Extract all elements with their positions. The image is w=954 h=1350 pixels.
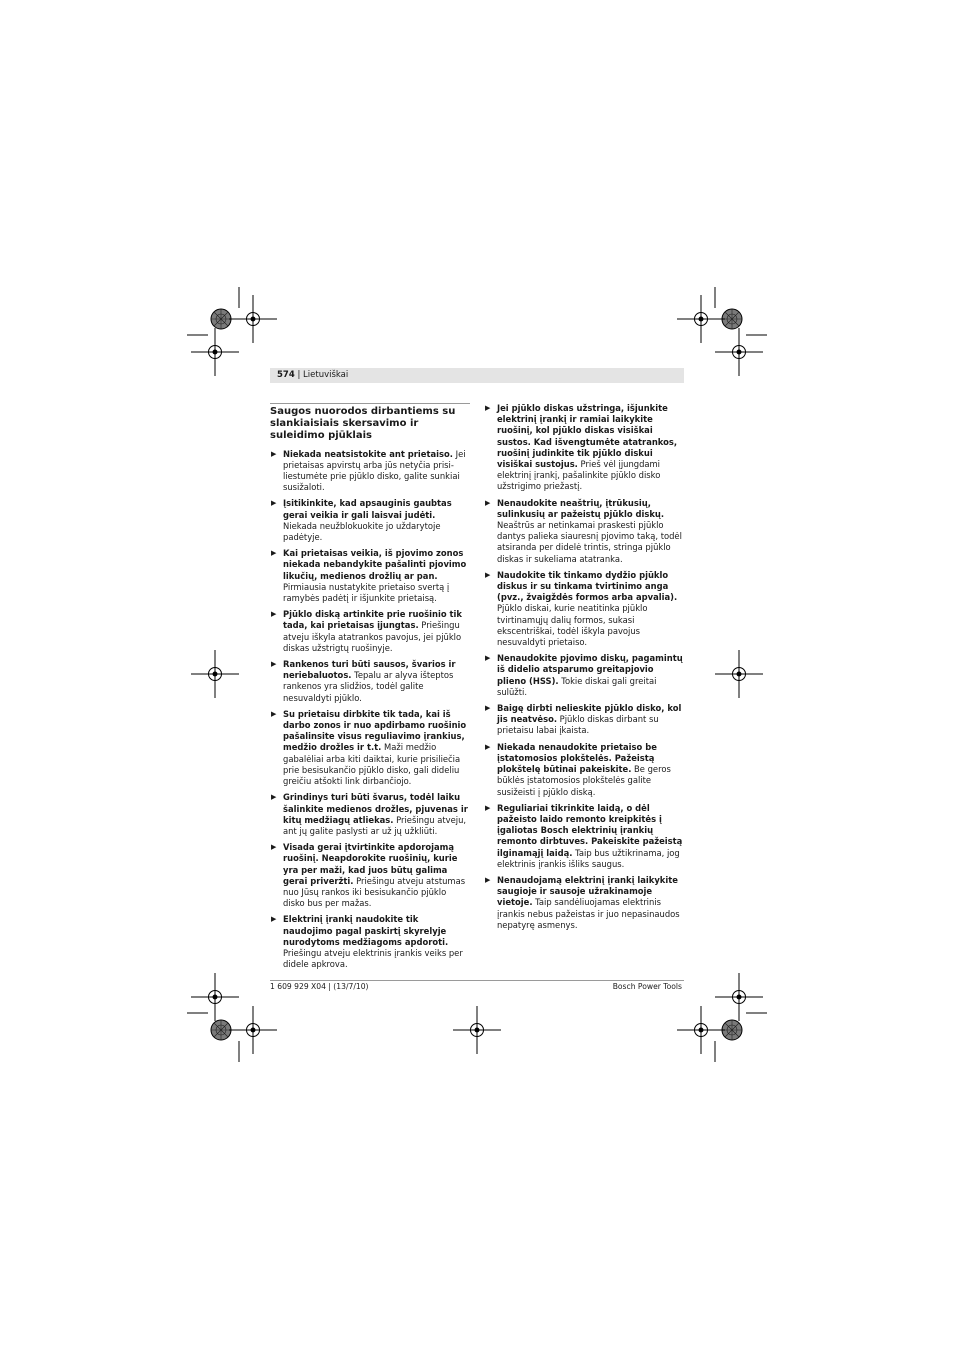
item-explanation: Tepalu ar alyva išteptos rankenos yra slidžios, todėl galite nesuvaldyti pjūklo. bbox=[283, 670, 454, 703]
footer-brand: Bosch Power Tools bbox=[612, 982, 682, 991]
page-header bbox=[270, 368, 684, 383]
list-item bbox=[484, 498, 684, 565]
item-explanation: Prieš vėl įjungdami elektrinį įrankį, pašalinkite pjūklo disko užstrigimo priežastį. bbox=[497, 459, 661, 492]
item-explanation: Maži medžio gabalėliai arba kiti daiktai, kurie prisiliečia prie besisukančio pjūklo disko, gali dideliu greičiu atšokti link dirbančiojo. bbox=[283, 742, 461, 787]
triangle-bullet-icon: ▶ bbox=[485, 654, 491, 663]
triangle-bullet-icon: ▶ bbox=[271, 549, 277, 558]
item-warning: Rankenos turi būti sausos, švarios ir neriebaluotos. bbox=[283, 659, 456, 681]
item-warning: Jei pjūklo diskas užstringa, išjunkite elektrinį įrankį ir ramiai laikykite ruošinį, kol pjūklo diskas visiškai sustos. Kad išvengtumėte atatrankos, ruošinį judinkite tik pjūklo diskui visiškai sustojus. bbox=[497, 403, 678, 470]
list-item bbox=[270, 659, 470, 704]
triangle-bullet-icon: ▶ bbox=[485, 570, 491, 579]
right-column bbox=[484, 403, 684, 936]
triangle-bullet-icon: ▶ bbox=[485, 704, 491, 713]
item-warning: Su prietaisu dirbkite tik tada, kai iš darbo zonos ir nuo apdirbamo ruošinio pašalinsite visus reguliavimo įrankius, medžio drožles ir t.t. bbox=[283, 708, 467, 753]
item-warning: Nenaudokite neaštrių, įtrūkusių, sulinkusių ar pažeistų pjūklo diskų. bbox=[497, 497, 665, 519]
registration-mark-icon bbox=[677, 295, 725, 343]
list-item bbox=[484, 742, 684, 798]
item-explanation: Niekada neužblokuokite jo uždarytoje padėtyje. bbox=[283, 520, 441, 543]
color-target-icon bbox=[211, 1020, 231, 1040]
item-explanation: Taip bus užtikrinama, jog elektrinis įrankis išliks saugus. bbox=[497, 847, 680, 869]
triangle-bullet-icon: ▶ bbox=[485, 803, 491, 812]
triangle-bullet-icon: ▶ bbox=[271, 610, 277, 619]
triangle-bullet-icon: ▶ bbox=[271, 915, 277, 924]
registration-mark-icon bbox=[191, 973, 239, 1021]
item-explanation: Priešingu atveju atstumas nuo Jūsų rankos iki besisukančio pjūklo disko bus per mažas. bbox=[283, 875, 466, 909]
item-warning: Nenaudojamą elektrinį įrankį laikykite saugioje ir sausoje užrakinamoje vietoje. bbox=[497, 874, 678, 908]
item-explanation: Pirmiausia nustatykite prietaiso svertą į ramybės padėtį ir išjunkite prietaisą. bbox=[283, 581, 450, 604]
item-explanation: Priešingu atveju iškyla atatrankos pavojus, jei pjūklo diskas užstrigtų ruošinyje. bbox=[283, 620, 462, 653]
list-item bbox=[484, 803, 684, 870]
triangle-bullet-icon: ▶ bbox=[271, 449, 277, 458]
item-warning: Visada gerai įtvirtinkite apdorojamą ruošinį. Neapdorokite ruošinių, kurie yra per maži, kad juos būtų galima gerai priveržti. bbox=[283, 842, 458, 886]
list-item bbox=[484, 703, 684, 737]
item-explanation: Taip sandėliuojamas elektrinis įrankis nebus pažeistas ir juo nepasinaudos nepatyrę asmenys. bbox=[497, 897, 680, 930]
triangle-bullet-icon: ▶ bbox=[485, 875, 491, 884]
item-warning: Nenaudokite pjovimo diskų, pagamintų iš didelio atsparumo greitapjovio plieno (HSS). bbox=[497, 653, 683, 686]
triangle-bullet-icon: ▶ bbox=[485, 404, 491, 412]
triangle-bullet-icon: ▶ bbox=[485, 498, 491, 507]
registration-mark-icon bbox=[715, 973, 763, 1021]
registration-mark-icon bbox=[229, 295, 277, 343]
item-warning: Niekada nenaudokite prietaiso be įstatomosios plokštelės. Pažeistą plokštelę būtinai pakeiskite. bbox=[497, 741, 657, 775]
item-warning: Baigę dirbti nelieskite pjūklo disko, kol jis neatvėso. bbox=[497, 703, 682, 725]
list-item bbox=[270, 709, 470, 787]
item-explanation: Priešingu atveju elektrinis įrankis veiks per didele apkrova. bbox=[283, 947, 463, 970]
list-item bbox=[270, 449, 470, 494]
list-item bbox=[270, 842, 470, 909]
item-warning: Elektrinį įrankį naudokite tik naudojimo pagal paskirtį skyrelyje nurodytoms medžiagoms apdoroti. bbox=[283, 914, 449, 947]
registration-mark-icon bbox=[229, 1006, 277, 1054]
registration-mark-icon bbox=[677, 1006, 725, 1054]
item-explanation: Jei prietaisas apvirstų arba jūs netyčia prisiliestumėte prie pjūklo disko, galite sunkiai susižaloti. bbox=[283, 448, 466, 493]
list-item bbox=[484, 875, 684, 931]
item-warning: Grindinys turi būti švarus, todėl laiku šalinkite medienos drožles, pjuvenas ir kitų medžiagų atliekas. bbox=[283, 792, 468, 825]
item-explanation: Pjūklo diskas dirbant su prietaisu labai įkaista. bbox=[497, 714, 659, 736]
list-item bbox=[270, 609, 470, 654]
list-item bbox=[484, 570, 684, 648]
item-explanation: Neaštrūs ar netinkamai praskesti pjūklo dantys palieka siauresnį pjovimo taką, todėl atsiranda per didelė trintis, stringa pjūklo diskas ir sukeliama atatranka. bbox=[497, 520, 682, 564]
list-item bbox=[270, 792, 470, 837]
registration-mark-icon bbox=[715, 650, 763, 698]
left-column bbox=[270, 403, 470, 975]
footer-document-id: 1 609 929 X04 | (13/7/10) bbox=[270, 982, 369, 991]
left-safety-list bbox=[270, 449, 470, 971]
triangle-bullet-icon: ▶ bbox=[485, 742, 491, 751]
list-item bbox=[484, 653, 684, 698]
page-number: 574 bbox=[277, 370, 295, 380]
list-item bbox=[270, 548, 470, 604]
list-item bbox=[270, 498, 470, 543]
item-warning: Kai prietaisas veikia, iš pjovimo zonos niekada nebandykite pašalinti pjovimo likučių, medienos drožlių ar pan. bbox=[283, 548, 467, 581]
item-warning: Reguliariai tikrinkite laidą, o dėl pažeisto laido remonto kreipkitės į įgaliotas Bosch elektrinių įrankių remonto dirbtuves. Pakeiskite pažeistą ilginamąjį laidą. bbox=[497, 802, 683, 858]
triangle-bullet-icon: ▶ bbox=[271, 843, 277, 852]
item-warning: Įsitikinkite, kad apsauginis gaubtas gerai veikia ir gali laisvai judėti. bbox=[283, 498, 452, 520]
item-explanation: Pjūklo diskai, kurie neatitinka pjūklo tvirtinamųjų dalių formos, sukasi ekscentriškai, todėl iškyla pavojus nesuvaldyti prietaiso. bbox=[497, 603, 648, 648]
item-explanation: Tokie diskai gali greitai sulūžti. bbox=[497, 675, 657, 697]
triangle-bullet-icon: ▶ bbox=[271, 499, 277, 508]
triangle-bullet-icon: ▶ bbox=[271, 793, 277, 802]
triangle-bullet-icon: ▶ bbox=[271, 660, 277, 669]
list-item bbox=[484, 403, 684, 493]
color-target-icon bbox=[211, 309, 231, 329]
item-warning: Naudokite tik tinkamo dydžio pjūklo diskus ir su tinkama tvirtinimo anga (pvz., žvaigždės formos arba apvalia). bbox=[497, 569, 678, 603]
item-explanation: Priešingu atveju, ant jų galite paslysti ar už jų užkliūti. bbox=[283, 814, 467, 836]
registration-mark-icon bbox=[453, 1006, 501, 1054]
triangle-bullet-icon: ▶ bbox=[271, 709, 277, 718]
header-separator: | bbox=[297, 370, 301, 380]
item-explanation: Be geros būklės įstatomosios plokštelės galite susižeisti į pjūklo diską. bbox=[497, 764, 671, 797]
list-item bbox=[270, 914, 470, 970]
registration-mark-icon bbox=[191, 650, 239, 698]
section-title: Saugos nuorodos dirbantiems su slankiaisiais skersavimo ir suleidimo pjūklais bbox=[270, 403, 470, 443]
header-language: Lietuviškai bbox=[303, 370, 349, 380]
item-warning: Pjūklo diską artinkite prie ruošinio tik tada, kai prietaisas įjungtas. bbox=[283, 609, 462, 631]
item-warning: Niekada neatsistokite ant prietaiso. bbox=[283, 448, 453, 459]
right-safety-list bbox=[484, 403, 684, 931]
footer-divider bbox=[270, 980, 684, 981]
